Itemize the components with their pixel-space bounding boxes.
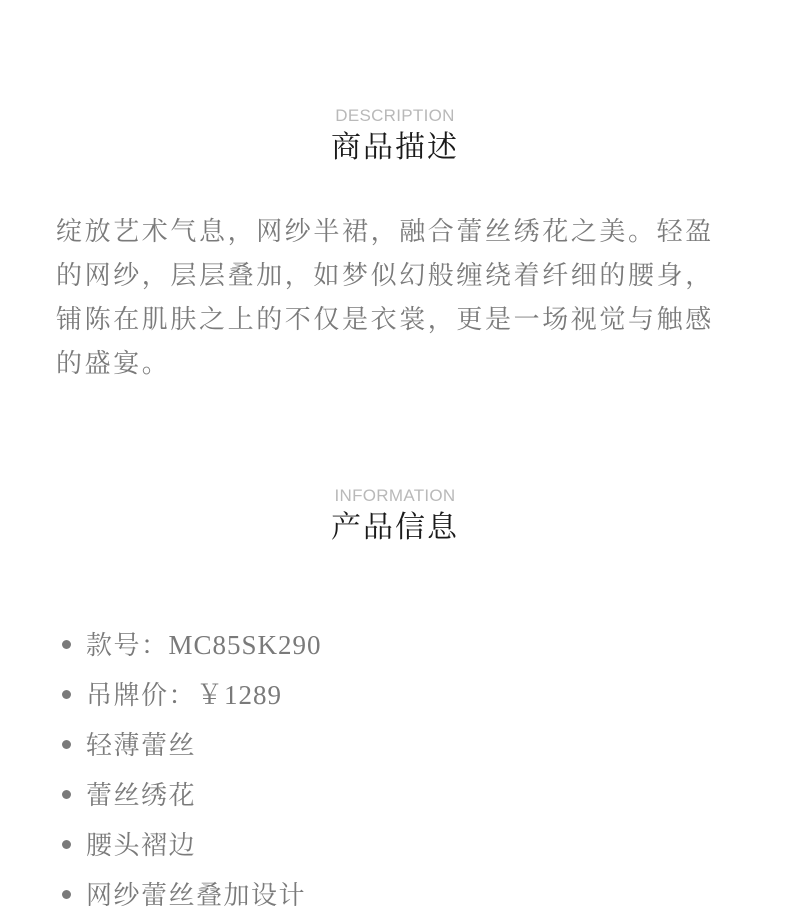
product-info-list	[60, 620, 322, 920]
info-item-value: ￥1289	[196, 680, 283, 710]
info-item-feature	[60, 820, 322, 870]
bullet-icon	[62, 740, 71, 749]
info-item-style-number	[60, 620, 322, 670]
bullet-icon	[62, 640, 71, 649]
information-title: 产品信息	[331, 510, 459, 545]
info-item-feature	[60, 720, 322, 770]
description-body: 绽放艺术气息，网纱半裙，融合蕾丝绣花之美。轻盈的网纱，层层叠加，如梦似幻般缠绕着纤细的腰身，铺陈在肌肤之上的不仅是衣裳，更是一场视觉与触感的盛宴。	[56, 217, 714, 379]
info-item-label: 腰头褶边	[86, 831, 197, 861]
info-item-value: MC85SK290	[168, 630, 322, 660]
bullet-icon	[62, 790, 71, 799]
information-eyebrow: INFORMATION	[334, 486, 456, 505]
info-item-label: 吊牌价：	[86, 681, 197, 711]
info-item-label: 蕾丝绣花	[86, 781, 197, 811]
info-item-tag-price	[60, 670, 322, 720]
info-item-label: 款号：	[86, 631, 169, 661]
info-item-feature	[60, 770, 322, 820]
bullet-icon	[62, 840, 71, 849]
bullet-icon	[62, 890, 71, 899]
description-title: 商品描述	[331, 130, 459, 165]
info-item-label: 网纱蕾丝叠加设计	[86, 881, 307, 911]
description-eyebrow: DESCRIPTION	[335, 106, 455, 125]
info-item-feature	[60, 870, 322, 920]
bullet-icon	[62, 690, 71, 699]
info-item-label: 轻薄蕾丝	[86, 731, 197, 761]
